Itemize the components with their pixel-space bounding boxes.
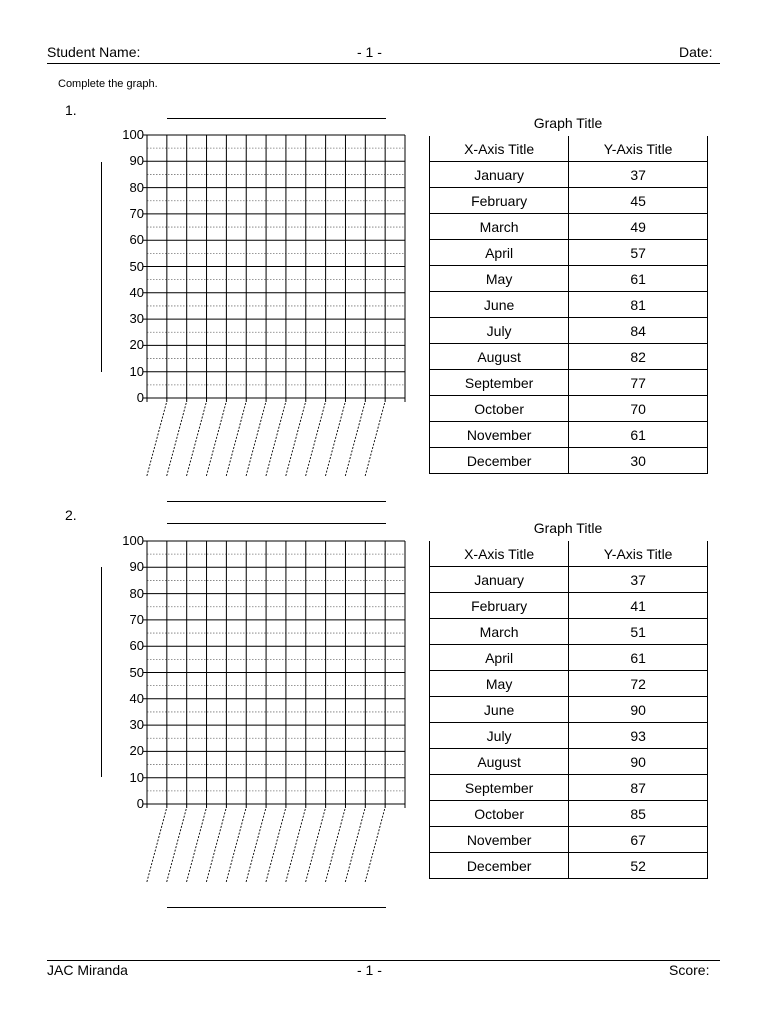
value-cell: 85: [569, 801, 708, 827]
data-table: [429, 541, 708, 879]
value-cell: 67: [569, 827, 708, 853]
x-label-blank: [206, 403, 226, 476]
table-row: [430, 396, 708, 422]
month-cell: July: [430, 723, 569, 749]
value-cell: 41: [569, 593, 708, 619]
problem-number: 2.: [65, 507, 77, 523]
footer-rule: [47, 960, 720, 961]
y-tick-label: 70: [129, 611, 144, 627]
x-label-blank: [266, 809, 286, 882]
table-row: [430, 318, 708, 344]
month-cell: June: [430, 697, 569, 723]
value-cell: 90: [569, 697, 708, 723]
score-label: Score:: [669, 962, 710, 978]
value-cell: 87: [569, 775, 708, 801]
x-label-blank: [345, 809, 365, 882]
y-tick-label: 30: [129, 717, 144, 733]
y-tick-label: 40: [129, 690, 144, 706]
month-cell: September: [430, 370, 569, 396]
month-cell: November: [430, 827, 569, 853]
month-cell: March: [430, 619, 569, 645]
y-tick-label: 10: [129, 769, 144, 785]
month-cell: December: [430, 448, 569, 474]
y-tick-label: 50: [129, 664, 144, 680]
value-cell: 57: [569, 240, 708, 266]
value-cell: 84: [569, 318, 708, 344]
value-cell: 70: [569, 396, 708, 422]
y-tick-label: 70: [129, 205, 144, 221]
value-cell: 82: [569, 344, 708, 370]
x-label-blank: [365, 403, 385, 476]
x-label-blank: [246, 809, 265, 882]
table-row: [430, 162, 708, 188]
x-label-blank: [325, 809, 345, 882]
value-cell: 30: [569, 448, 708, 474]
data-table: [429, 136, 708, 474]
y-tick-label: 20: [129, 337, 144, 353]
x-label-blank: [187, 809, 207, 882]
month-cell: April: [430, 645, 569, 671]
value-cell: 49: [569, 214, 708, 240]
table-row: [430, 593, 708, 619]
x-label-blank: [206, 809, 226, 882]
month-cell: January: [430, 162, 569, 188]
table-title: Graph Title: [533, 115, 603, 131]
x-label-blank: [286, 403, 306, 476]
value-cell: 72: [569, 671, 708, 697]
footer-page-number: - 1 -: [357, 962, 382, 978]
value-cell: 61: [569, 266, 708, 292]
value-cell: 93: [569, 723, 708, 749]
x-label-blank: [167, 403, 187, 476]
table-row: [430, 853, 708, 879]
month-cell: March: [430, 214, 569, 240]
y-tick-label: 40: [129, 284, 144, 300]
y-axis-header: Y-Axis Title: [569, 136, 708, 162]
y-tick-label: 0: [136, 390, 144, 405]
y-tick-label: 100: [122, 127, 144, 142]
y-tick-label: 30: [129, 311, 144, 327]
y-tick-label: 60: [129, 232, 144, 248]
month-cell: September: [430, 775, 569, 801]
month-cell: June: [430, 292, 569, 318]
month-cell: February: [430, 593, 569, 619]
student-name-label: Student Name:: [47, 44, 141, 60]
month-cell: August: [430, 749, 569, 775]
x-label-blank: [187, 403, 207, 476]
graph-title-blank[interactable]: [167, 501, 386, 502]
x-label-blank: [345, 403, 365, 476]
table-row: [430, 775, 708, 801]
table-row: [430, 749, 708, 775]
table-row: [430, 344, 708, 370]
table-row: [430, 214, 708, 240]
x-label-blank: [167, 809, 187, 882]
y-axis-title-blank[interactable]: [101, 567, 102, 777]
x-label-blank: [325, 403, 345, 476]
date-label: Date:: [679, 44, 713, 60]
instructions: Complete the graph.: [58, 78, 158, 90]
month-cell: May: [430, 671, 569, 697]
x-label-blank: [226, 403, 246, 476]
table-row: [430, 422, 708, 448]
y-tick-label: 90: [129, 153, 144, 169]
table-row: [430, 671, 708, 697]
table-row: [430, 567, 708, 593]
x-label-blank: [226, 809, 246, 882]
page-number: - 1 -: [357, 44, 382, 60]
x-label-blank: [286, 809, 306, 882]
month-cell: October: [430, 396, 569, 422]
y-tick-label: 10: [129, 363, 144, 379]
table-row: [430, 697, 708, 723]
table-row: [430, 645, 708, 671]
table-row: [430, 188, 708, 214]
value-cell: 45: [569, 188, 708, 214]
value-cell: 90: [569, 749, 708, 775]
x-axis-header: X-Axis Title: [430, 541, 569, 567]
y-tick-label: 80: [129, 179, 144, 195]
graph-grid[interactable]: [147, 135, 407, 480]
table-row: [430, 292, 708, 318]
y-axis-header: Y-Axis Title: [569, 541, 708, 567]
table-row: [430, 370, 708, 396]
x-label-blank: [147, 809, 167, 882]
problem-number: 1.: [65, 102, 77, 118]
month-cell: May: [430, 266, 569, 292]
x-label-blank: [266, 403, 286, 476]
graph-title-blank[interactable]: [167, 523, 386, 524]
value-cell: 37: [569, 162, 708, 188]
table-row: [430, 801, 708, 827]
table-row: [430, 827, 708, 853]
y-tick-label: 90: [129, 559, 144, 575]
x-axis-title-blank[interactable]: [167, 907, 386, 908]
month-cell: January: [430, 567, 569, 593]
month-cell: October: [430, 801, 569, 827]
x-label-blank: [306, 809, 326, 882]
month-cell: August: [430, 344, 569, 370]
month-cell: December: [430, 853, 569, 879]
table-row: [430, 619, 708, 645]
value-cell: 37: [569, 567, 708, 593]
author-name: JAC Miranda: [47, 962, 128, 978]
month-cell: February: [430, 188, 569, 214]
x-label-blank: [365, 809, 385, 882]
x-label-blank: [306, 403, 326, 476]
y-tick-label: 100: [122, 533, 144, 548]
table-row: [430, 240, 708, 266]
table-row: [430, 448, 708, 474]
table-title: Graph Title: [533, 520, 603, 536]
graph-grid[interactable]: [147, 541, 407, 886]
graph-title-blank[interactable]: [167, 118, 386, 119]
month-cell: April: [430, 240, 569, 266]
value-cell: 52: [569, 853, 708, 879]
y-tick-label: 20: [129, 743, 144, 759]
table-row: [430, 266, 708, 292]
y-tick-label: 60: [129, 638, 144, 654]
value-cell: 61: [569, 645, 708, 671]
value-cell: 77: [569, 370, 708, 396]
x-axis-header: X-Axis Title: [430, 136, 569, 162]
value-cell: 51: [569, 619, 708, 645]
y-tick-label: 50: [129, 258, 144, 274]
y-tick-label: 0: [136, 796, 144, 811]
month-cell: July: [430, 318, 569, 344]
header-rule: [47, 63, 720, 64]
x-label-blank: [246, 403, 265, 476]
table-row: [430, 723, 708, 749]
y-tick-label: 80: [129, 585, 144, 601]
y-axis-title-blank[interactable]: [101, 162, 102, 372]
value-cell: 81: [569, 292, 708, 318]
x-label-blank: [147, 403, 167, 476]
value-cell: 61: [569, 422, 708, 448]
month-cell: November: [430, 422, 569, 448]
